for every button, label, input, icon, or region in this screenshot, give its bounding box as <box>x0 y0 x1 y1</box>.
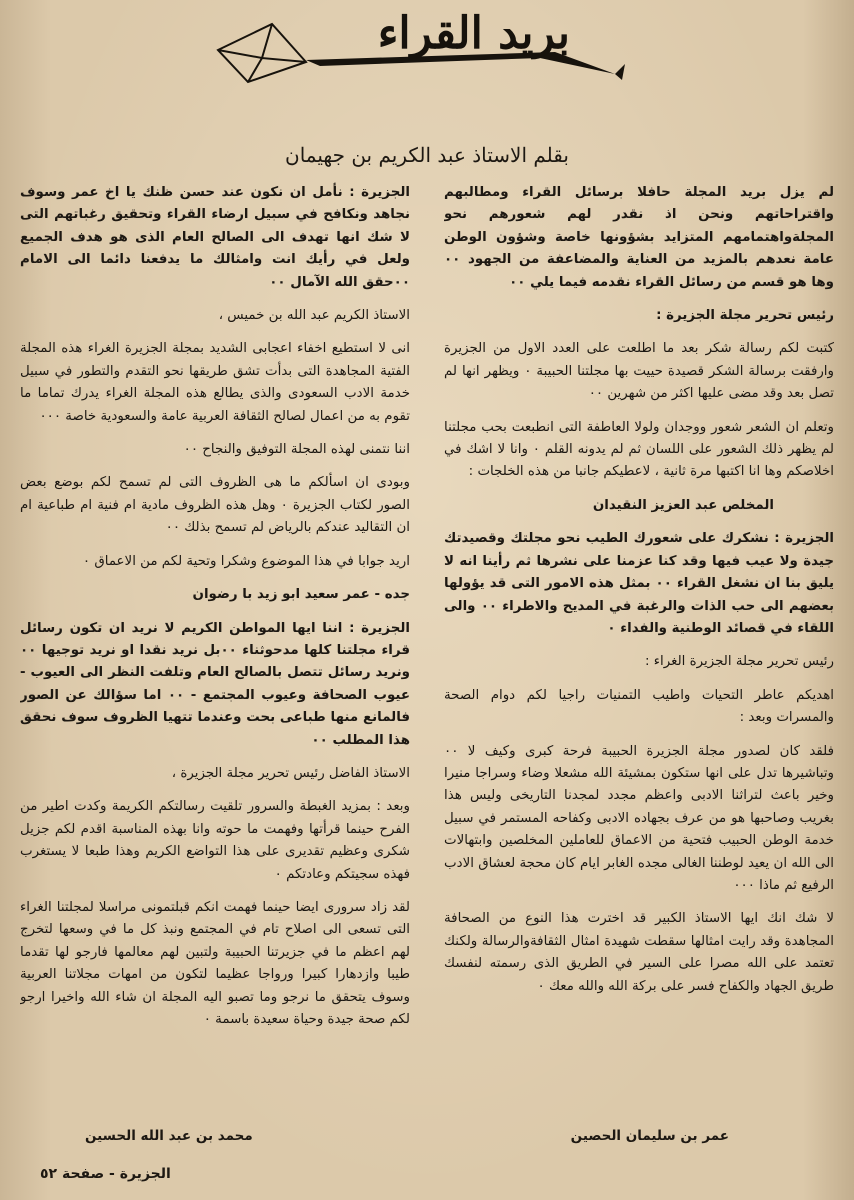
letter-sender: جده - عمر سعيد ابو زيد با رضوان <box>192 587 410 603</box>
letter-paragraph: كتبت لكم رسالة شكر بعد ما اطلعت على العدد الاول من الجزيرة وارفقت برسالة الشكر قصيدة حييت بها مجلتنا الحبيبة ٠ ويظهر انها لم تصل بعد وقد مضى عليها اكثر من شهرين ٠٠ <box>444 341 834 402</box>
left-column <box>20 182 410 1115</box>
letter-heading: رئيس تحرير مجلة الجزيرة الغراء : <box>644 654 834 670</box>
letter-heading: الاستاذ الكريم عبد الله بن خميس ، <box>218 308 410 324</box>
page-footer: الجزيرة - صفحة ٥٢ <box>40 1166 171 1182</box>
masthead-title: بريد القراء <box>377 8 570 59</box>
letter-paragraph: وبعد : بمزيد الغبطة والسرور تلقيت رسالتكم الكريمة وكدت اطير من الفرح حينما قرأتها وفهمت ما حوته وانا بهذه المناسبة اقدم لكم جزيل شكرى وعظيم تقديرى على هذا التواضع الكريم وهذا طبعا لا يستغرب فهذه سجيتكم وعادتكم ٠ <box>20 799 410 882</box>
byline: بقلم الاستاذ عبد الكريم بن جهيمان <box>285 143 569 167</box>
signature-left: محمد بن عبد الله الحسين <box>85 1128 253 1144</box>
letter-paragraph: لا شك انك ايها الاستاذ الكبير قد اخترت هذا النوع من الصحافة المجاهدة وقد رايت امثالها سقطت شهيدة امثال الثقافةوالرسالة ولكنك تعتمد على الله مصرا على السير في الطريق الذى رسمته لنفسك طريق الجهاد والكفاح فسر على بركة الله والله معك ٠ <box>444 911 834 994</box>
letter-heading: الاستاذ الفاضل رئيس تحرير مجلة الجزيرة ، <box>171 765 410 781</box>
editor-reply: الجزيرة : اننا ايها المواطن الكريم لا نريد ان تكون رسائل قراء مجلتنا كلها مدحوثناء ٠٠بل نريد نقدا او نريد توجيها ٠٠ ونريد رسائل تتصل بالصالح العام وتلفت النظر الى العيوب - عيوب الصحافة وعيوب المجتمع - ٠٠ اما سؤالك عن الصور فالمانع منها طباعى بحت وعندما تتهيا الظروف سوف نحقق هذا المطلب ٠٠ <box>20 620 410 748</box>
letter-paragraph: اننا نتمنى لهذه المجلة التوفيق والنجاح ٠٠ <box>183 442 410 458</box>
letter-heading: رئيس تحرير مجلة الجزيرة : <box>656 308 834 324</box>
letter-paragraph: انى لا استطيع اخفاء اعجابى الشديد بمجلة الجزيرة الغراء هذه المجلة الفتية المجاهدة التى بدأت تشق طريقها نحو التقدم والتطور في سبيل خدمة الادب السعودى والذى يطالع هذه المجلة الغراء يدرك تماما ما تقوم به من اعمال لصالح الثقافة العربية عامة والسعودية خاصة ٠٠٠ <box>20 341 410 424</box>
letter-paragraph: اريد جوابا في هذا الموضوع وشكرا وتحية لكم من الاعماق ٠ <box>82 553 410 569</box>
letter-paragraph: لقد زاد سرورى ايضا حينما فهمت انكم قبلتمونى مراسلا لمجلتنا الغراء التى تسعى الى اصلاح تام في المجتمع ونبذ كل ما في وسعها لتخرج لهم اعظم ما في جزيرتنا الحبيبة ولتبين لهم معالمها فارجو لها تقدما طيبا وازدهارا كبيرا ورواجا عظيما لتكون من امهات مجلاتنا العربية وسوف يتحقق ما نرجو وما تصبو اليه المجلة ان شاء الله واخيرا ارجو لكم صحة جيدة وحياة سعيدة باسمة ٠ <box>20 899 410 1027</box>
letter-paragraph: اهديكم عاطر التحيات واطيب التمنيات راجيا لكم دوام الصحة والمسرات وبعد : <box>444 687 834 726</box>
intro-paragraph: لم يزل بريد المجلة حافلا برسائل القراء ومطالبهم واقتراحاتهم ونحن اذ نقدر لهم شعورهم نحو المجلةواهتمامهم المتزايد بشؤونها خاصة وشؤون الوطن عامة نعدهم بالمزيد من العناية والمضاعفة من الجهود ٠٠ وها هو قسم من رسائل القراء نقدمه فيما يلي ٠٠ <box>444 185 834 290</box>
right-column <box>444 182 834 1115</box>
letter-paragraph: وتعلم ان الشعر شعور ووجدان ولولا العاطفة التى انطبعت بحب مجلتنا لم يظهر ذلك الشعور على اللسان ثم لم يدونه القلم ٠ وانا لا اشك في اخلاصكم وها انا اكتبها مرة ثانية ، لاعطيكم جانبا من هذه الخلجات : <box>444 419 834 480</box>
letter-sender: المخلص عبد العزيز النقيدان <box>592 497 774 513</box>
editor-reply: الجزيرة : نأمل ان نكون عند حسن ظنك يا اخ عمر وسوف نجاهد ونكافح في سبيل ارضاء القراء وتحقيق رغباتهم التى لا شك انها تهدف الى الصالح العام الذى هو هدف الجميع ولعل في رأيك انت وامثالك ما يدفعنا دائما الى الامام ٠٠حقق الله الآمال ٠٠ <box>20 185 410 290</box>
masthead <box>210 0 640 90</box>
editor-reply: الجزيرة : نشكرك على شعورك الطيب نحو مجلتك وقصيدتك جيدة ولا عيب فيها وقد كنا عزمنا على نشرها ثم رأينا انه لا يليق بنا ان نشغل القراء ٠٠ بمثل هذه الامور التى قد يؤولها بعضهم الى حب الذات والرغبة في المديح والاطراء ٠٠ والى اللقاء في قصائد الوطنية والفداء ٠ <box>444 531 834 636</box>
letter-paragraph: وبودى ان اسألكم ما هى الظروف التى لم تسمح لكم بوضع بعض الصور لكتاب الجزيرة ٠ وهل هذه الظروف مادية ام فنية ام طباعية ام ان التقاليد عندكم بالرياض لم تسمح بذلك ٠٠ <box>20 475 410 536</box>
signature-right: عمر بن سليمان الحصين <box>570 1128 729 1144</box>
letter-paragraph: فلقد كان لصدور مجلة الجزيرة الحبيبة فرحة كبرى وكيف لا ٠٠ وتباشيرها تدل على انها ستكون بمشيئة الله مشعلا وضاء وسراجا منيرا وخير باعث لتراثنا الادبى واعظم مجدد لمجدنا التاريخى وليس هذا بغريب وصاحبها هو من عرف بجهاده الادبى وكفاحه المستمر في سبيل خدمة الوطن الحبيب فتحية من الاعماق للعاملين المخلصين وابتهالات الى الله ان يعيد لوطننا الغالى مجده الغابر ايام كان محجة لعشاق الادب الرفيع ثم ماذا ٠٠٠ <box>444 743 834 893</box>
